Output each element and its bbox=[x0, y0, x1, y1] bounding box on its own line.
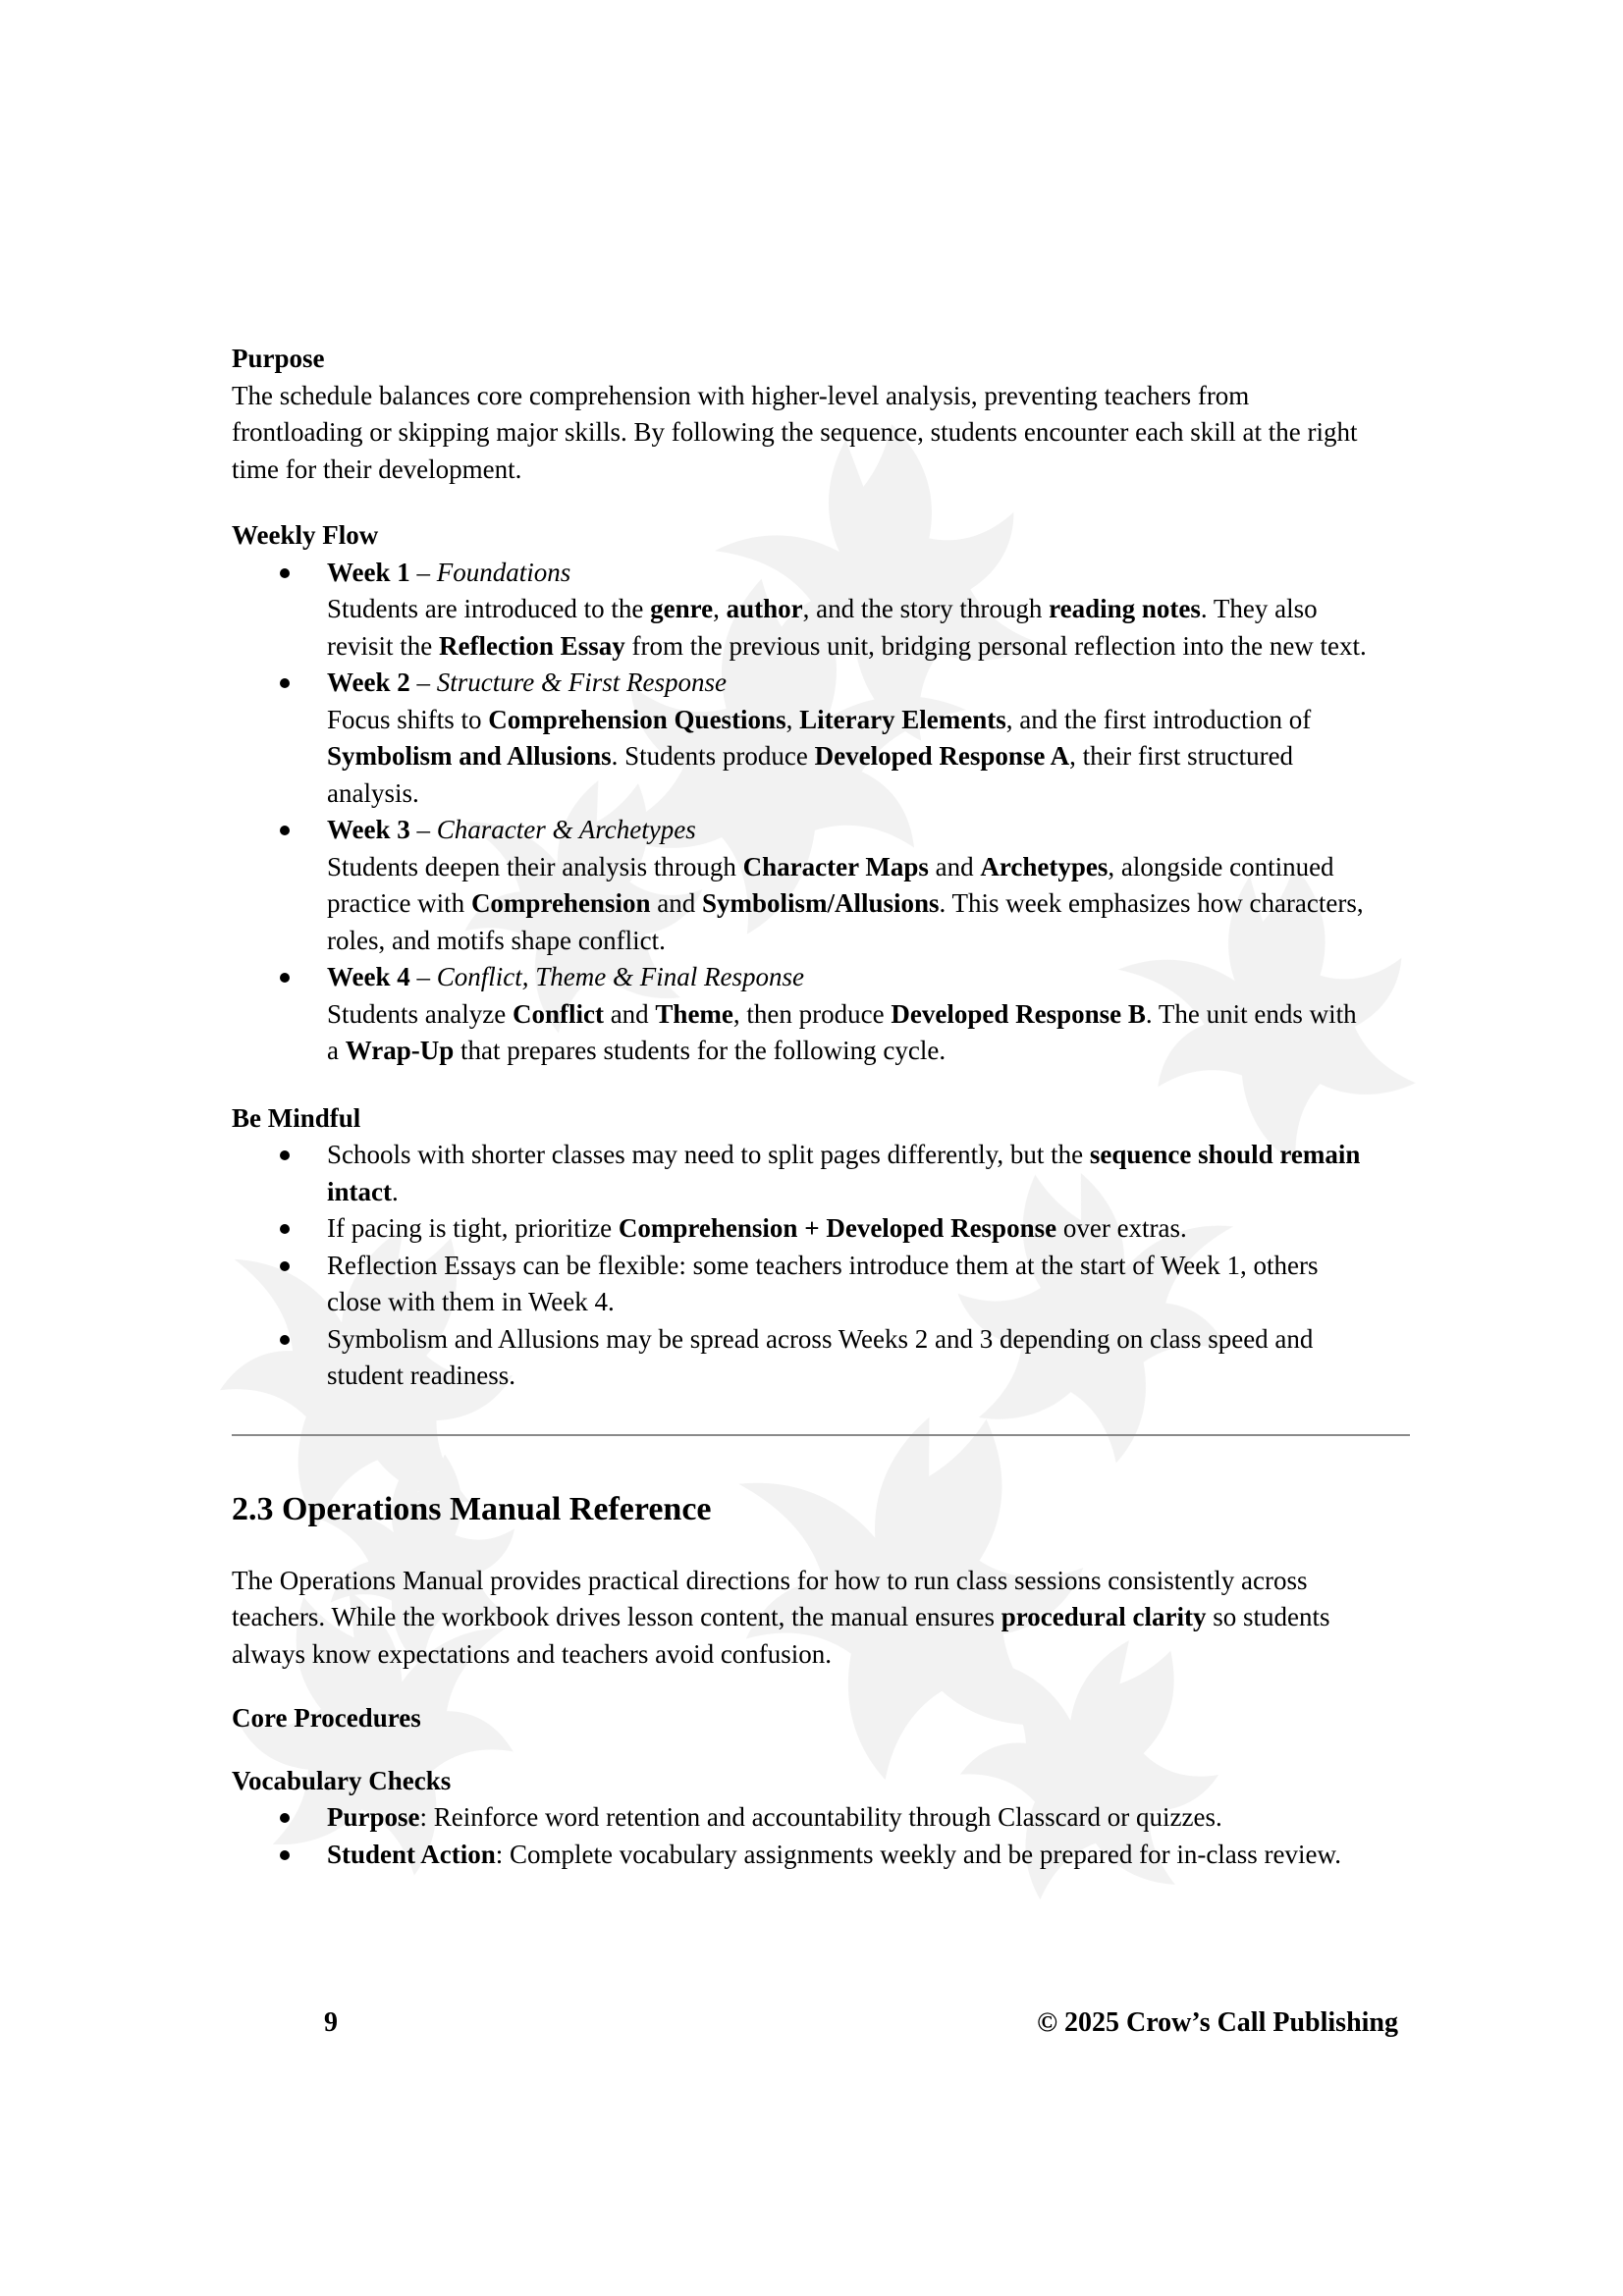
text-line: The schedule balances core comprehension with higher-level analysis, preventing teachers from bbox=[232, 380, 1250, 410]
heading-vocabulary-checks: Vocabulary Checks bbox=[232, 1765, 452, 1795]
list-item bbox=[232, 665, 1410, 812]
bullet-icon bbox=[280, 973, 290, 983]
text-line: intact. bbox=[327, 1176, 399, 1206]
list-item bbox=[232, 1210, 1410, 1248]
heading-weekly-flow: Weekly Flow bbox=[232, 520, 379, 550]
text-line: Week 3 – Character & Archetypes bbox=[327, 815, 696, 844]
text-line: Symbolism and Allusions. Students produce Developed Response A, their first structured bbox=[327, 741, 1294, 771]
heading-purpose: Purpose bbox=[232, 344, 325, 373]
bullet-icon bbox=[280, 1335, 290, 1345]
bullet-icon bbox=[280, 1224, 290, 1234]
list-item bbox=[232, 1321, 1410, 1395]
text-line: The Operations Manual provides practical directions for how to run class sessions consistently across bbox=[232, 1565, 1308, 1595]
purpose-paragraph bbox=[232, 378, 1410, 489]
text-line: Purpose: Reinforce word retention and accountability through Classcard or quizzes. bbox=[327, 1802, 1222, 1832]
operations-manual-paragraph bbox=[232, 1563, 1410, 1674]
text-line: teachers. While the workbook drives lesson content, the manual ensures procedural clarity so students bbox=[232, 1602, 1330, 1631]
text-line: If pacing is tight, prioritize Comprehension + Developed Response over extras. bbox=[327, 1213, 1187, 1243]
text-line: time for their development. bbox=[232, 454, 522, 484]
text-line: student readiness. bbox=[327, 1361, 515, 1390]
text-line: a Wrap-Up that prepares students for the following cycle. bbox=[327, 1036, 947, 1065]
list-item bbox=[232, 1837, 1410, 1874]
bullet-icon bbox=[280, 826, 290, 835]
text-line: Week 2 – Structure & First Response bbox=[327, 667, 727, 697]
text-line: Reflection Essays can be flexible: some teachers introduce them at the start of Week 1, others bbox=[327, 1250, 1319, 1280]
heading-be-mindful: Be Mindful bbox=[232, 1102, 361, 1133]
bullet-icon bbox=[280, 1850, 290, 1860]
vocabulary-checks-list bbox=[232, 1799, 1410, 1873]
text-line: Schools with shorter classes may need to split pages differently, but the sequence should remain bbox=[327, 1140, 1361, 1169]
bullet-icon bbox=[280, 1150, 290, 1160]
text-line: Week 1 – Foundations bbox=[327, 557, 571, 587]
text-line: Students analyze Conflict and Theme, then produce Developed Response B. The unit ends with bbox=[327, 998, 1357, 1029]
text-line: roles, and motifs shape conflict. bbox=[327, 925, 666, 955]
weekly-flow-list bbox=[232, 555, 1410, 1070]
be-mindful-list bbox=[232, 1137, 1410, 1395]
list-item bbox=[232, 1248, 1410, 1321]
text-line: practice with Comprehension and Symbolism/Allusions. This week emphasizes how characters, bbox=[327, 888, 1364, 918]
page-content bbox=[232, 0, 1410, 1873]
page-footer bbox=[232, 2004, 1398, 2042]
text-line: revisit the Reflection Essay from the previous unit, bridging personal reflection into the new text. bbox=[327, 630, 1367, 661]
text-line: Symbolism and Allusions may be spread across Weeks 2 and 3 depending on class speed and bbox=[327, 1323, 1314, 1354]
text-line: close with them in Week 4. bbox=[327, 1287, 615, 1316]
list-item bbox=[232, 555, 1410, 666]
text-line: Student Action: Complete vocabulary assignments weekly and be prepared for in-class review. bbox=[327, 1839, 1342, 1869]
bullet-icon bbox=[280, 1261, 290, 1271]
list-item bbox=[232, 959, 1410, 1070]
heading-core-procedures: Core Procedures bbox=[232, 1703, 421, 1733]
text-line: Students are introduced to the genre, author, and the story through reading notes. They also bbox=[327, 594, 1318, 623]
copyright-notice: © 2025 Crow’s Call Publishing bbox=[1037, 2007, 1398, 2038]
text-line: always know expectations and teachers avoid confusion. bbox=[232, 1638, 833, 1669]
list-item bbox=[232, 812, 1410, 959]
list-item bbox=[232, 1799, 1410, 1837]
text-line: Week 4 – Conflict, Theme & Final Response bbox=[327, 962, 804, 991]
bullet-icon bbox=[280, 568, 290, 578]
text-line: frontloading or skipping major skills. By following the sequence, students encounter each skill at the right bbox=[232, 417, 1358, 447]
section-divider bbox=[232, 1434, 1410, 1436]
text-line: Students deepen their analysis through Character Maps and Archetypes, alongside continued bbox=[327, 851, 1334, 881]
page-number: 9 bbox=[324, 2007, 338, 2038]
list-item bbox=[232, 1137, 1410, 1210]
heading-operations-manual: 2.3 Operations Manual Reference bbox=[232, 1490, 712, 1527]
text-line: analysis. bbox=[327, 777, 419, 808]
bullet-icon bbox=[280, 1813, 290, 1823]
text-line: Focus shifts to Comprehension Questions, Literary Elements, and the first introduction of bbox=[327, 704, 1312, 734]
bullet-icon bbox=[280, 678, 290, 688]
